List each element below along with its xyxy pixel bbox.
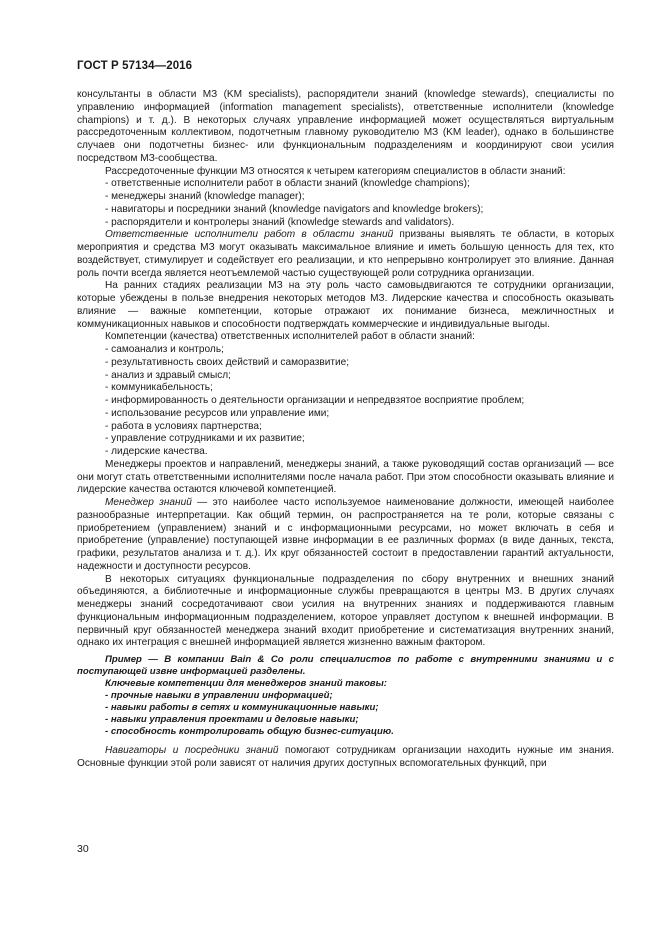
list-item: - самоанализ и контроль; [105,344,224,355]
example-block [77,654,614,738]
list-item: - использование ресурсов или управление ими; [105,407,330,419]
list-item: - распорядители и контролеры знаний (knowledge stewards and validators). [105,216,455,228]
list-item: - работа в условиях партнерства; [105,420,262,432]
example-intro: Пример — В компании Bain & Co роли специалистов по работе с внутренними знаниями и с поступающей извне информацией разделены. [77,654,614,677]
page-number: 30 [77,843,89,855]
page-header: ГОСТ Р 57134—2016 [77,60,193,72]
paragraph: На ранних стадиях реализации МЗ на эту роль часто самовыдвигаются те сотрудники организации, которые убеждены в пользе внедрения некоторых методов МЗ. Лидерские качества и способность оказывать влияние — важные компетенции, которые отражают их понимание бизнеса, межличностных и коммуникационных навыков и способности подтверждать коммерческие и индивидуальные выгоды. [77,280,614,330]
paragraph: Менеджеры проектов и направлений, менеджеры знаний, а также руководящий состав организаций — все они могут стать ответственными исполнителями после начала работ. При этом способности оказывать влияние и лидерские качества остаются ключевой компетенцией. [77,458,614,496]
term-italic: Навигаторы и посредники знаний [105,745,279,756]
example-item: - прочные навыки в управлении информацией; [105,690,333,701]
paragraph-text: помогают сотрудникам организации находить нужные им знания. Основные функции этой роли зависят от наличия других доступных вспомогательных функций, при [77,745,615,769]
list-item: - навигаторы и посредники знаний (knowledge navigators and knowledge brokers); [105,203,484,215]
paragraph [77,745,614,771]
list-item: - результативность своих действий и саморазвитие; [105,356,350,368]
paragraph [77,229,614,280]
example-lead: Ключевые компетенции для менеджеров знаний таковы: [105,678,387,689]
list-item: - управление сотрудниками и их развитие; [105,433,305,445]
paragraph: Компетенции (качества) ответственных исполнителей работ в области знаний: [105,331,475,343]
list-item: - анализ и здравый смысл; [105,369,231,381]
list-item: - информированность о деятельности организации и непредвзятое восприятие проблем; [105,395,525,406]
paragraph-text: — это наиболее часто используемое наименование должности, имеющей наиболее разнообразные интерпретации. Как общий термин, он распространяется на те роли, которые связаны с приобретением (управлением) знаний и с информационными ресурсами, но может включать в себя и приобретение (управление) поступающей извне информации в ее различных формах (в виде данных, текста, графики, результатов анализа и т. д.). Их круг обязанностей состоит в предоставлении гарантий актуальности, надежности и доступности ресурсов. [77,497,614,572]
list-item: - ответственные исполнители работ в области знаний (knowledge champions); [105,178,470,190]
paragraph [77,497,614,574]
example-item: - навыки управления проектами и деловые навыки; [105,714,359,725]
paragraph: консультанты в области МЗ (KM specialists), распорядители знаний (knowledge stewards), специалисты по управлению информацией (information management specialists), ответственные исполнители (knowledge champions) и т. д.). В некоторых случаях управление информацией может осуществляться виртуальным рассредоточенным коллективом, подотчетным главному руководителю МЗ (KM leader), однако в большинстве случаев они подотчетны бизнес- или функциональным подразделениям и координируют свои усилия посредством МЗ-сообщества. [77,89,614,164]
paragraph: Рассредоточенные функции МЗ относятся к четырем категориям специалистов в области знаний: [105,165,566,177]
example-item: - способность контролировать общую бизнес-ситуацию. [105,726,394,737]
term-italic: Ответственные исполнители работ в области знаний [105,229,394,241]
example-item: - навыки работы в сетях и коммуникационные навыки; [105,702,379,713]
term-italic: Менеджер знаний [105,497,192,508]
paragraph-text: призваны выявлять те области, в которых мероприятия и средства МЗ могут оказывать максимальное влияние и иметь большую ценность для тех, кто воздействует, стимулирует и содействует его реализации, и кто непрерывно контролирует это влияние. Данная роль почти всегда является неотъемлемой частью существующей роли сотрудника организации. [77,229,614,279]
document-body [77,89,614,771]
list-item: - коммуникабельность; [105,382,213,394]
paragraph: В некоторых ситуациях функциональные подразделения по сбору внутренних и внешних знаний объединяются, а библиотечные и информационные службы превращаются в центры МЗ. В других случаях менеджеры знаний сосредотачивают свои усилия на внутренних знаниях и поддерживаются главным функциональным информационным подразделением, которое управляет доступом к внешней информации. В первичный круг обязанностей менеджера знаний входит приобретение и систематизация внутренних знаний, однако их интеграция с внешней информацией является жизненно важным фактором. [77,573,614,649]
list-item: - менеджеры знаний (knowledge manager); [105,191,305,202]
list-item: - лидерские качества. [105,446,208,457]
